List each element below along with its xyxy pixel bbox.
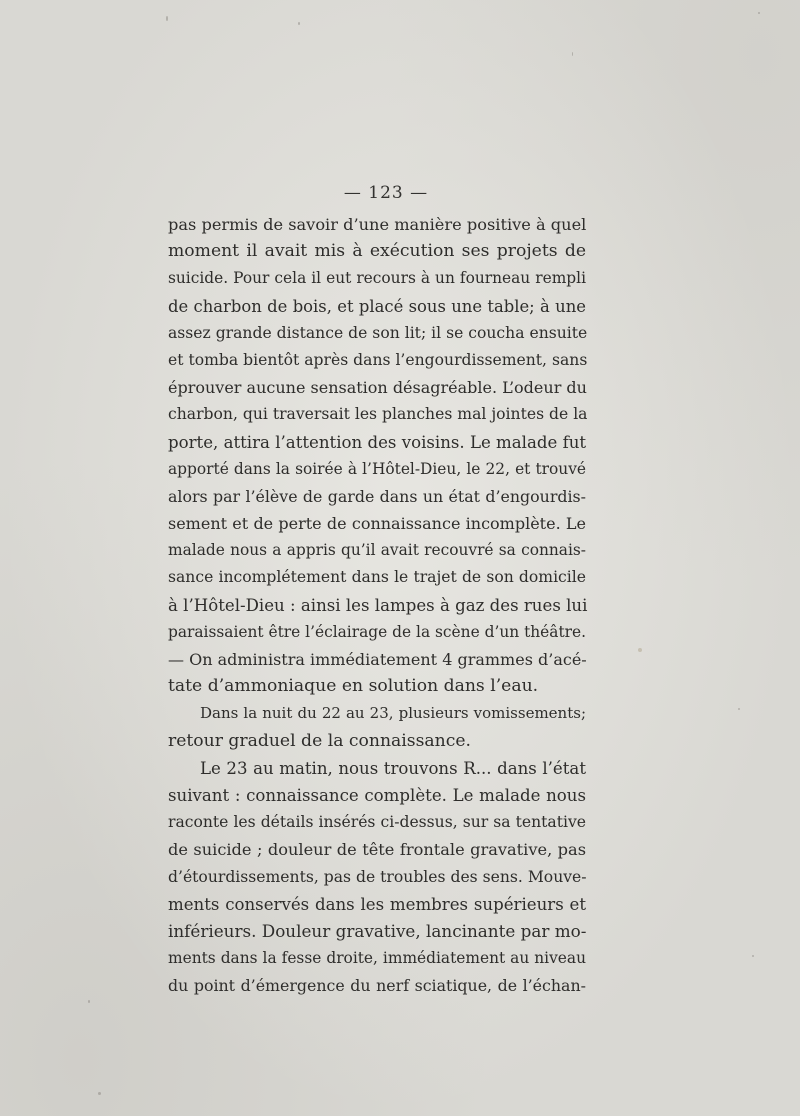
paper-speck xyxy=(738,708,740,710)
text-line: à l’Hôtel-Dieu : ainsi les lampes à gaz des rues lui xyxy=(168,595,588,615)
text-line: porte, attira l’attention des voisins. Le malade fut xyxy=(168,432,587,452)
text-line: charbon, qui traversait les planches mal jointes de la xyxy=(168,405,588,424)
text-line: alors par l’élève de garde dans un état d’engourdis- xyxy=(168,486,586,506)
text-line: du point d’émergence du nerf sciatique, de l’échan- xyxy=(168,976,586,996)
text-line: retour graduel de la connaissance. xyxy=(168,730,471,751)
text-line: moment il avait mis à exécution ses projets de xyxy=(168,241,586,262)
text-line: Dans la nuit du 22 au 23, plusieurs vomissements; xyxy=(200,704,586,723)
text-line: d’étourdissements, pas de troubles des sens. Mouve- xyxy=(168,867,587,886)
paper-speck xyxy=(758,12,760,14)
body-text xyxy=(168,211,586,999)
text-line: raconte les détails insérés ci-dessus, sur sa tentative xyxy=(168,813,586,832)
text-line: de charbon de bois, et placé sous une table; à une xyxy=(168,296,586,316)
paper-speck xyxy=(98,1092,101,1095)
text-line: assez grande distance de son lit; il se coucha ensuite xyxy=(168,323,588,342)
paper-speck xyxy=(572,52,573,56)
paper-speck xyxy=(638,648,642,652)
text-line: pas permis de savoir d’une manière positive à quel xyxy=(168,215,587,234)
text-line: sance incomplétement dans le trajet de son domicile xyxy=(168,568,586,587)
text-line: sement et de perte de connaissance incomplète. Le xyxy=(168,514,586,534)
text-line: inférieurs. Douleur gravative, lancinante par mo- xyxy=(168,920,587,941)
text-line: Le 23 au matin, nous trouvons R... dans l’état xyxy=(200,758,586,778)
paper-speck xyxy=(88,1000,90,1003)
paper-speck xyxy=(752,955,754,957)
text-line: de suicide ; douleur de tête frontale gravative, pas xyxy=(168,840,586,860)
page-number: — 123 — xyxy=(343,183,429,203)
text-line: — On administra immédiatement 4 grammes d’acé- xyxy=(168,650,587,669)
text-line: tate d’ammoniaque en solution dans l’eau. xyxy=(168,676,539,697)
text-line: ments conservés dans les membres supérieurs et xyxy=(168,894,586,914)
text-line: et tomba bientôt après dans l’engourdissement, sans xyxy=(168,350,588,369)
text-line: malade nous a appris qu’il avait recouvré sa connais- xyxy=(168,541,586,560)
text-line: apporté dans la soirée à l’Hôtel-Dieu, le 22, et trouvé xyxy=(168,459,586,478)
text-line: ments dans la fesse droite, immédiatement au niveau xyxy=(168,949,586,968)
text-line: suivant : connaissance complète. Le malade nous xyxy=(168,785,586,805)
text-line: éprouver aucune sensation désagréable. L’odeur du xyxy=(168,378,587,398)
text-line: suicide. Pour cela il eut recours à un fourneau rempli xyxy=(168,269,586,288)
paper-speck xyxy=(298,22,300,25)
text-line: paraissaient être l’éclairage de la scène d’un théâtre. xyxy=(168,622,586,641)
paper-speck xyxy=(166,16,168,21)
